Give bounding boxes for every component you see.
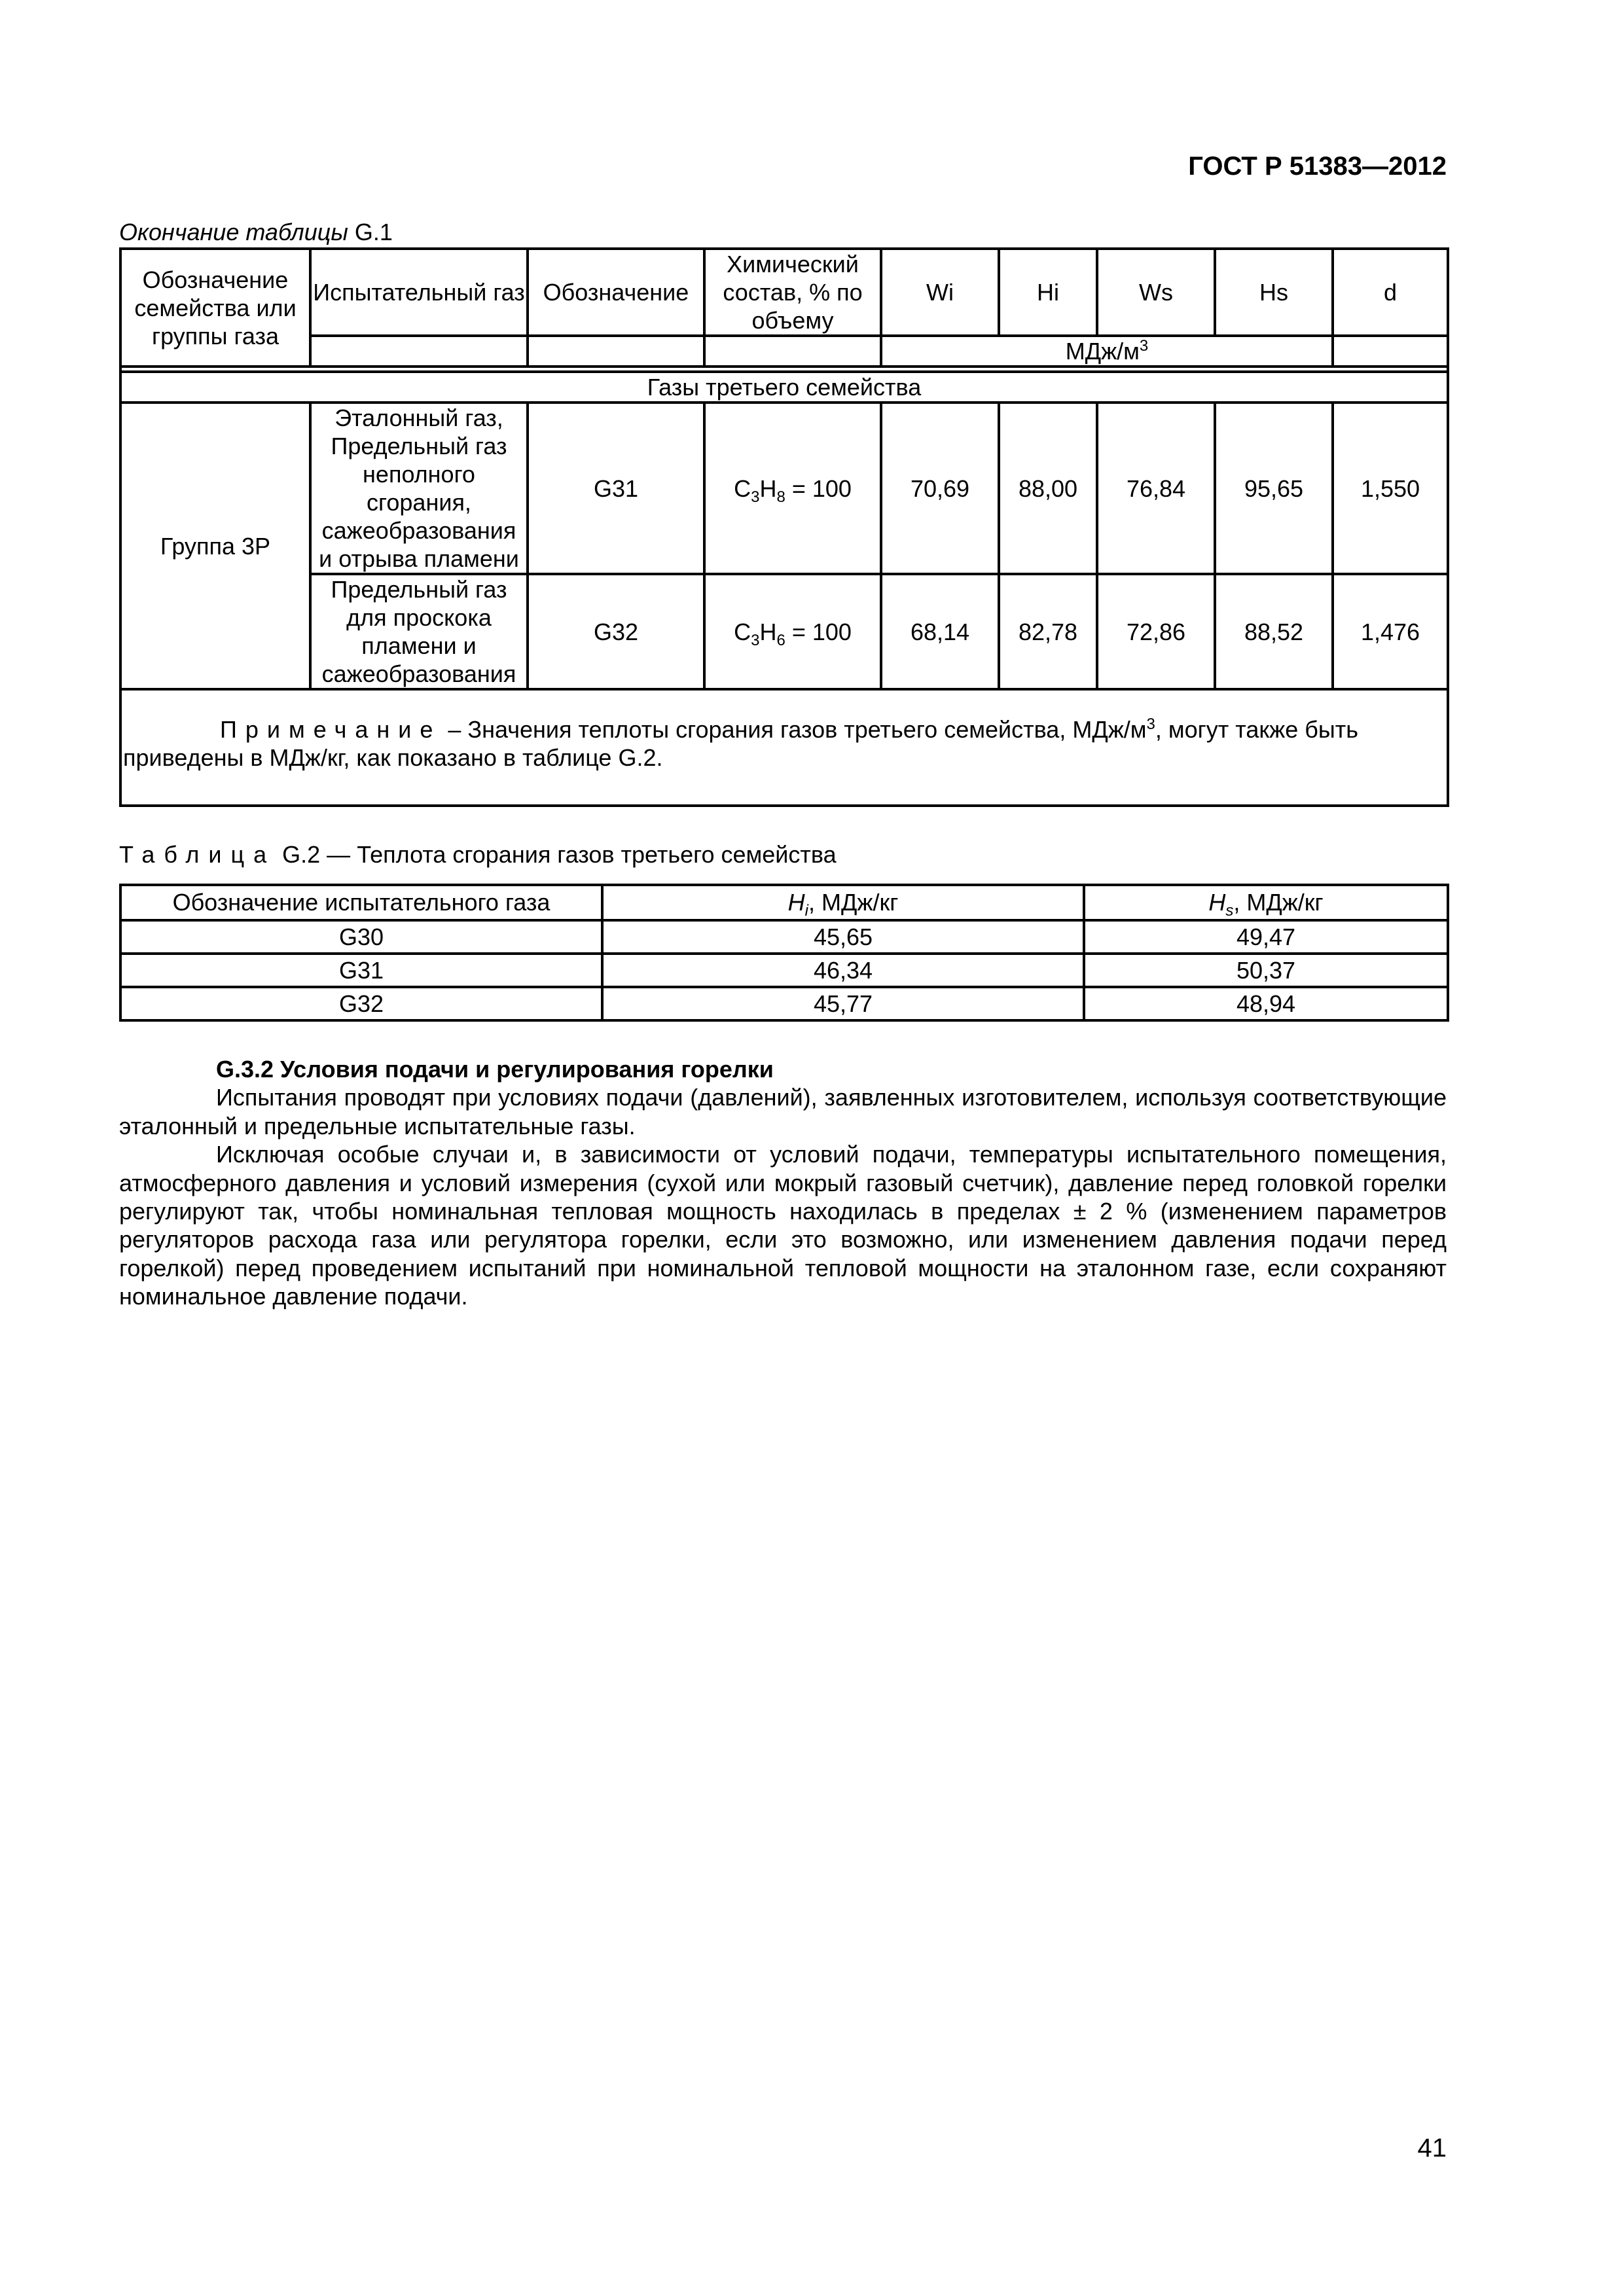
t2-gas: G30 (120, 920, 602, 954)
group-cell: Группа 3Р (120, 403, 310, 689)
table-row (120, 403, 1448, 574)
header-hi-mj: $H_i$, МДж/кг (602, 885, 1084, 920)
unit-base: МДж/м (1065, 338, 1140, 365)
table1-gap-row (120, 367, 1448, 372)
unit-empty-3 (704, 336, 881, 367)
row2-wi: 68,14 (881, 574, 999, 689)
header-wi: Wi (881, 249, 999, 336)
table-row (120, 987, 1448, 1020)
section-heading: G.3.2 Условия подачи и регулирования горелки (216, 1056, 774, 1083)
table1-unit-row (120, 336, 1448, 367)
paragraph-1: Испытания проводят при условиях подачи (давлений), заявленных изготовителем, используя соответствующие эталонный и предельные испытательные газы. (119, 1084, 1447, 1139)
note-text-1: – Значения теплоты сгорания газов третьего семейства, МДж/м (441, 716, 1147, 743)
t2-hi: 46,34 (602, 954, 1084, 987)
table1-caption-number: G.1 (348, 219, 393, 245)
heat-table-g2 (119, 884, 1449, 1022)
t2-hi: 45,77 (602, 987, 1084, 1020)
row1-wi: 70,69 (881, 403, 999, 574)
table1-caption-italic: Окончание таблицы (119, 219, 348, 245)
row1-designation: G31 (528, 403, 704, 574)
header-hs-mj: $H_s$, МДж/кг (1084, 885, 1448, 920)
unit-empty-2 (528, 336, 704, 367)
row2-ws: 72,86 (1097, 574, 1215, 689)
note-label: Примечание (220, 716, 442, 743)
header-hi: Hi (999, 249, 1097, 336)
header-test-gas: Испытательный газ (310, 249, 528, 336)
header-hs: Hs (1215, 249, 1333, 336)
table2-caption (119, 841, 837, 869)
unit-empty-4 (1333, 336, 1448, 367)
table2-caption-text: G.2 — Теплота сгорания газов третьего семейства (276, 841, 837, 868)
header-ws: Ws (1097, 249, 1215, 336)
row2-designation: G32 (528, 574, 704, 689)
section-body (119, 1055, 1447, 1311)
row2-hs: 88,52 (1215, 574, 1333, 689)
standard-header: ГОСТ Р 51383—2012 (1188, 152, 1447, 181)
header-gas: Обозначение испытательного газа (120, 885, 602, 920)
t2-gas: G32 (120, 987, 602, 1020)
header-d: d (1333, 249, 1448, 336)
row1-gas-name: Эталонный газ, Предельный газ неполного сгорания, сажеобразования и отрыва пламени (310, 403, 528, 574)
row2-hi: 82,78 (999, 574, 1097, 689)
paragraph-2: Исключая особые случаи и, в зависимости от условий подачи, температуры испытательного помещения, атмосферного давления и условий измерения (сухой или мокрый газовый счетчик), давление перед головкой горелки регулируют так, чтобы номинальная тепловая мощность находилась в пределах ± 2 % (изменением параметров регуляторов расхода газа или регулятора горелки, если это возможно, или изменением давления подачи перед горелкой) перед проведением испытаний при номинальной тепловой мощности на эталонном газе, если сохраняют номинальное давление подачи. (119, 1141, 1447, 1310)
page-number: 41 (1417, 2134, 1447, 2162)
header-designation: Обозначение (528, 249, 704, 336)
row1-hi: 88,00 (999, 403, 1097, 574)
table1-header-row (120, 249, 1448, 336)
t2-hs: 50,37 (1084, 954, 1448, 987)
header-family: Обозначение семейства или группы газа (120, 249, 310, 367)
row2-d: 1,476 (1333, 574, 1448, 689)
note-text-2: , могут также быть приведены в МДж/кг, как показано в таблице G.2. (123, 716, 1358, 771)
table1-caption (119, 219, 393, 246)
unit-superscript: 3 (1139, 337, 1149, 355)
table1-note-row (120, 689, 1448, 806)
t2-hs: 49,47 (1084, 920, 1448, 954)
section-title: Газы третьего семейства (120, 372, 1448, 403)
table2-header-row (120, 885, 1448, 920)
table-row (120, 574, 1448, 689)
t2-hi: 45,65 (602, 920, 1084, 954)
row1-chem: $C_3H_8 = 100$ (704, 403, 881, 574)
table1-section-row (120, 372, 1448, 403)
gas-table-g1 (119, 247, 1449, 807)
row2-gas-name: Предельный газ для проскока пламени и сажеобразования (310, 574, 528, 689)
t2-gas: G31 (120, 954, 602, 987)
t2-hs: 48,94 (1084, 987, 1448, 1020)
unit-cell (881, 336, 1333, 367)
row2-chem: $C_3H_6 = 100$ (704, 574, 881, 689)
table-row (120, 954, 1448, 987)
table2-caption-label: Таблица (119, 841, 276, 868)
table-row (120, 920, 1448, 954)
header-chem: Химический состав, % по объему (704, 249, 881, 336)
row1-hs: 95,65 (1215, 403, 1333, 574)
row1-ws: 76,84 (1097, 403, 1215, 574)
row1-d: 1,550 (1333, 403, 1448, 574)
unit-empty-1 (310, 336, 528, 367)
note-superscript: 3 (1146, 715, 1155, 733)
table1-note (120, 689, 1448, 806)
